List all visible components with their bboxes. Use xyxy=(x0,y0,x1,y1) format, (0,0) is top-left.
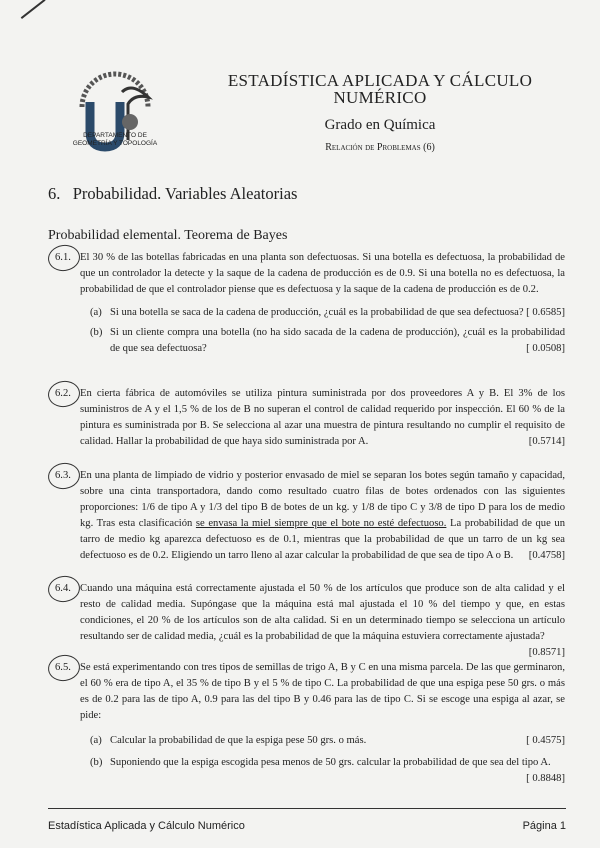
problem-number: 6.5. xyxy=(55,662,71,673)
problem-text: Cuando una máquina está correctamente ajustada el 50 % de los artículos que produce son de alta calidad y el resto de calidad media. Supóngase que la máquina está mal ajustada el 10 % del tiempo y que, en estas condiciones, el 20 % de los artículos son de alta calidad. Si en un determinado tiempo se selecciona un artículo resultando ser de calidad media, ¿cuál es la probabilidad de que la máquina estuviera correctamente ajustada? xyxy=(80,583,565,642)
problem-6-1 xyxy=(55,250,565,357)
relacion-label: Relación de Problemas (6) xyxy=(325,142,435,153)
problem-number: 6.4. xyxy=(55,583,71,594)
item-label: (b) xyxy=(90,757,103,768)
sub-item xyxy=(90,755,565,787)
problem-6-4 xyxy=(55,581,565,661)
problem-6-3 xyxy=(55,468,566,564)
page-number: Página 1 xyxy=(522,820,566,832)
answer: [0.8571] xyxy=(528,647,565,658)
answer: [ 0.8848] xyxy=(526,773,565,784)
problem-6-5 xyxy=(55,660,565,787)
problem-number: 6.3. xyxy=(55,470,71,481)
section-title: Probabilidad. Variables Aleatorias xyxy=(72,184,298,203)
problem-text: Se está experimentando con tres tipos de semillas de trigo A, B y C en una misma parcela. De las que germinaron, el 60 % era de tipo A, el 35 % de tipo B y el 5 % de tipo C. La probabilidad de que una espiga pese 50 grs. o más es de 0.2 para las de tipo A, 0.9 para las del tipo B y 0.46 para las de tipo C. Si se escoge una espiga al azar, se pide: xyxy=(80,662,565,721)
sub-item xyxy=(90,733,565,749)
problem-6-2 xyxy=(55,386,565,450)
item-text: Calcular la probabilidad de que la espiga pese 50 grs. o más. xyxy=(110,735,367,746)
section-number: 6. xyxy=(48,184,61,203)
answer: [0.5714] xyxy=(528,436,565,447)
answer: [ 0.0508] xyxy=(526,343,565,354)
problem-number: 6.2. xyxy=(55,388,71,399)
department-line: GEOMETRÍA Y TOPOLOGÍA xyxy=(72,140,158,147)
section-heading xyxy=(48,184,297,204)
department-label xyxy=(55,132,175,148)
subtitle: Grado en Química xyxy=(324,117,436,133)
title-line: NUMÉRICO xyxy=(333,88,427,107)
answer: [ 0.6585] xyxy=(526,307,565,318)
item-label: (b) xyxy=(90,327,103,338)
subsection-heading: Probabilidad elemental. Teorema de Bayes xyxy=(48,228,288,243)
problem-text: En una planta de limpiado de vidrio y posterior envasado de miel se separan los botes según tamaño y capacidad, sobre una cinta transportadora, dando como resultado cuatro filas de botes ordenados con las siguientes proporciones: 1/6 de tipo A y 1/3 del tipo B de botes de un kg. y 1/8 de tipo C y 3/8 de tipo D para los de medio kg. Tras esta clasificación xyxy=(80,470,565,529)
document-title xyxy=(170,72,590,106)
item-label: (a) xyxy=(90,735,102,746)
title-line: ESTADÍSTICA APLICADA Y CÁLCULO xyxy=(227,71,533,90)
footer-rule xyxy=(48,808,566,809)
answer: [0.4758] xyxy=(528,550,565,561)
item-text: Si un cliente compra una botella (no ha sido sacada de la cadena de producción), ¿cuál es la probabilidad de que sea defectuosa? xyxy=(110,327,565,354)
underlined-text: se envasa la miel siempre que el bote no esté defectuoso. xyxy=(195,518,447,529)
problem-text: La probabilidad de que un tarro de medio kg aparezca defectuoso es de 0.1, mientras que la probabilidad de que un tarro de un kg sea defectuoso es de 0.2. Eligiendo un tarro lleno al azar calcular la probabilidad de que sea de tipo A o B. xyxy=(80,518,566,561)
problem-text: El 30 % de las botellas fabricadas en una planta son defectuosas. Si una botella es defectuosa, la probabilidad de que un controlador la detecte y la saque de la cadena de producción es de 0.9. Si una botella no es defectuosa, la probabilidad de que el controlador piense que es defectuosa y la saque de la cadena de producción es de 0.2. xyxy=(80,252,565,295)
footer-title: Estadística Aplicada y Cálculo Numérico xyxy=(48,820,245,832)
sub-item xyxy=(90,325,565,357)
item-text: Si una botella se saca de la cadena de producción, ¿cuál es la probabilidad de que sea defectuosa? xyxy=(110,307,524,318)
item-label: (a) xyxy=(90,307,102,318)
item-text: Suponiendo que la espiga escogida pesa menos de 50 grs. calcular la probabilidad de que sea del tipo A. xyxy=(110,757,551,768)
sub-item xyxy=(90,305,565,321)
department-line: DEPARTAMENTO DE xyxy=(83,132,147,139)
problem-text: En cierta fábrica de automóviles se utiliza pintura suministrada por dos proveedores A y B. El 3% de los suministros de A y el 1,5 % de los de B no superan el control de calidad requerido por inspección. El 60 % de la pintura es suministrada por B. Se selecciona al azar una muestra de pintura resultando no cumplir el requisito de calidad. Hallar la probabilidad de que haya sido suministrada por A. xyxy=(80,388,565,447)
pen-mark xyxy=(21,0,46,19)
answer: [ 0.4575] xyxy=(526,735,565,746)
problem-number: 6.1. xyxy=(55,252,71,263)
